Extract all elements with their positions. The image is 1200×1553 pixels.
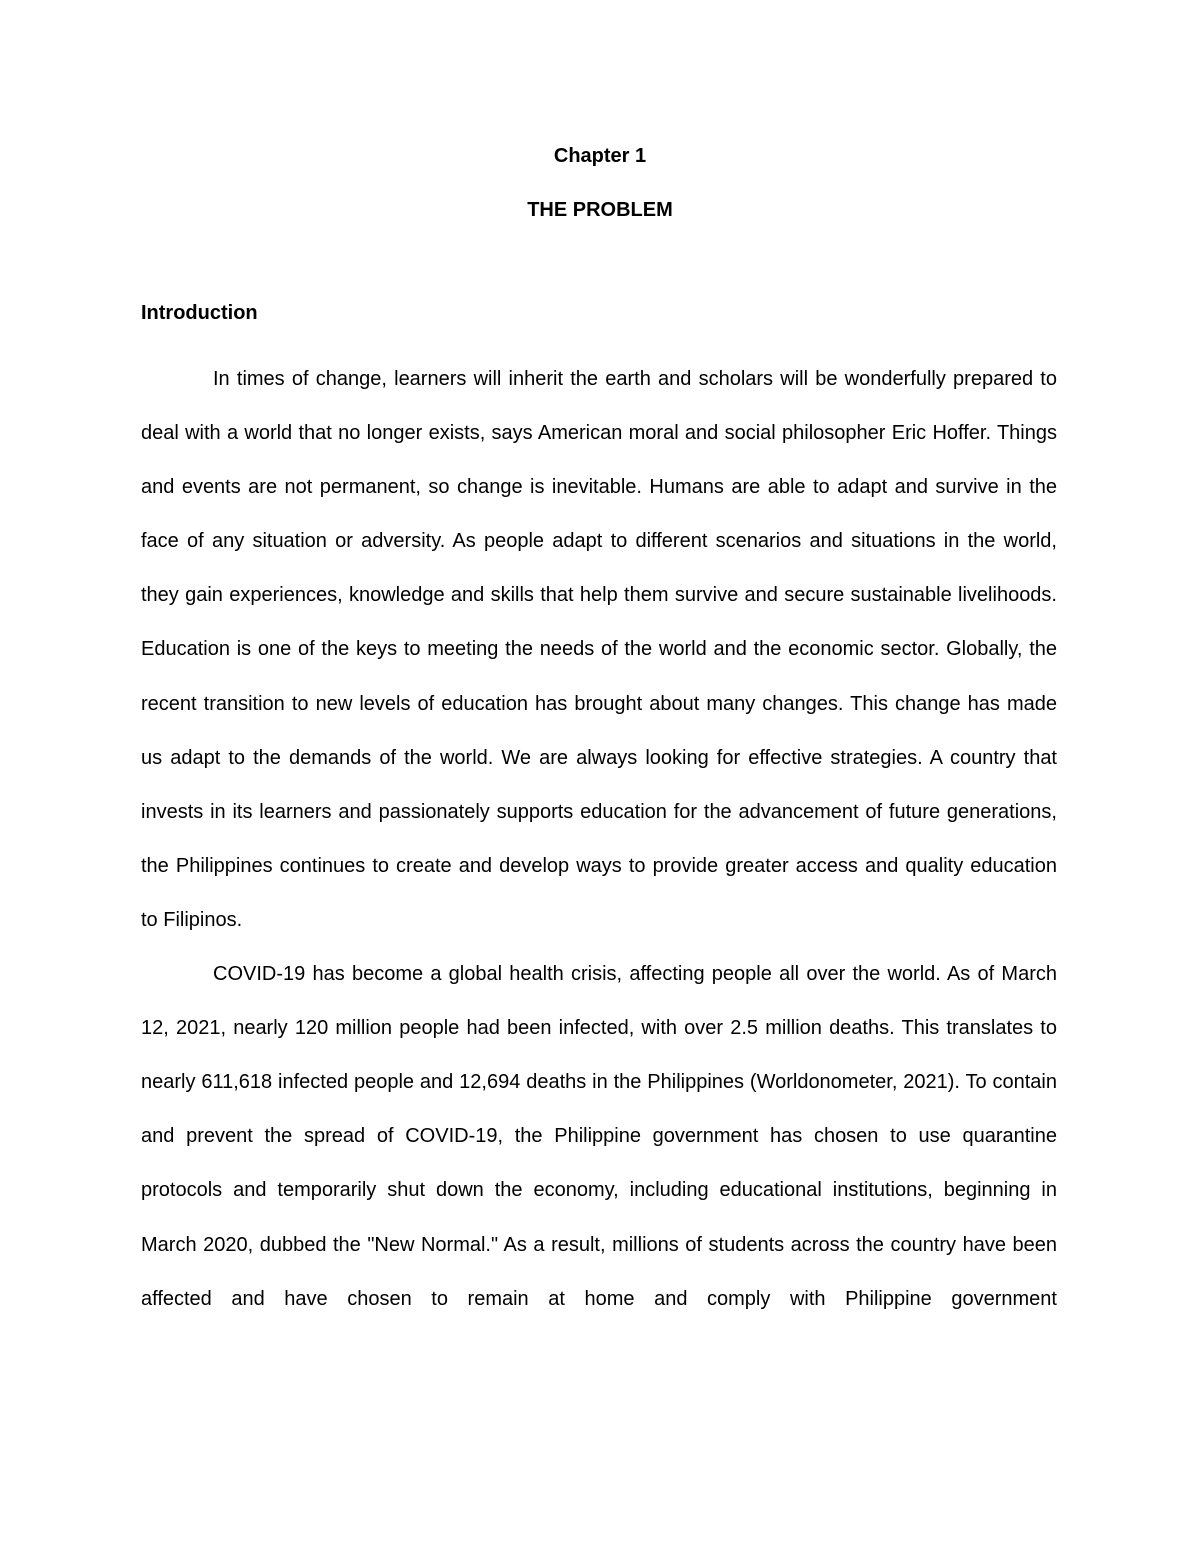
body-text — [141, 352, 1057, 1326]
chapter-title: THE PROBLEM — [527, 199, 673, 221]
paragraph: COVID-19 has become a global health crisis, affecting people all over the world. As of March 12, 2021, nearly 120 million people had been infected, with over 2.5 million deaths. This translates to nearly 611,618 infected people and 12,694 deaths in the Philippines (Worldonometer, 2021). To contain and prevent the spread of COVID-19, the Philippine government has chosen to use quarantine protocols and temporarily shut down the economy, including educational institutions, beginning in March 2020, dubbed the "New Normal." As a result, millions of students across the country have been affected and have chosen to remain at home and comply with Philippine government — [141, 963, 1057, 1310]
chapter-label: Chapter 1 — [553, 145, 647, 167]
section-heading: Introduction — [141, 302, 258, 324]
paragraph: In times of change, learners will inherit the earth and scholars will be wonderfully prepared to deal with a world that no longer exists, says American moral and social philosopher Eric Hoffer. Things and events are not permanent, so change is inevitable. Humans are able to adapt and survive in the face of any situation or adversity. As people adapt to different scenarios and situations in the world, they gain experiences, knowledge and skills that help them survive and secure sustainable livelihoods. Education is one of the keys to meeting the needs of the world and the economic sector. Globally, the recent transition to new levels of education has brought about many changes. This change has made us adapt to the demands of the world. We are always looking for effective strategies. A country that invests in its learners and passionately supports education for the advancement of future generations, the Philippines continues to create and develop ways to provide greater access and quality education to Filipinos. — [141, 368, 1057, 931]
